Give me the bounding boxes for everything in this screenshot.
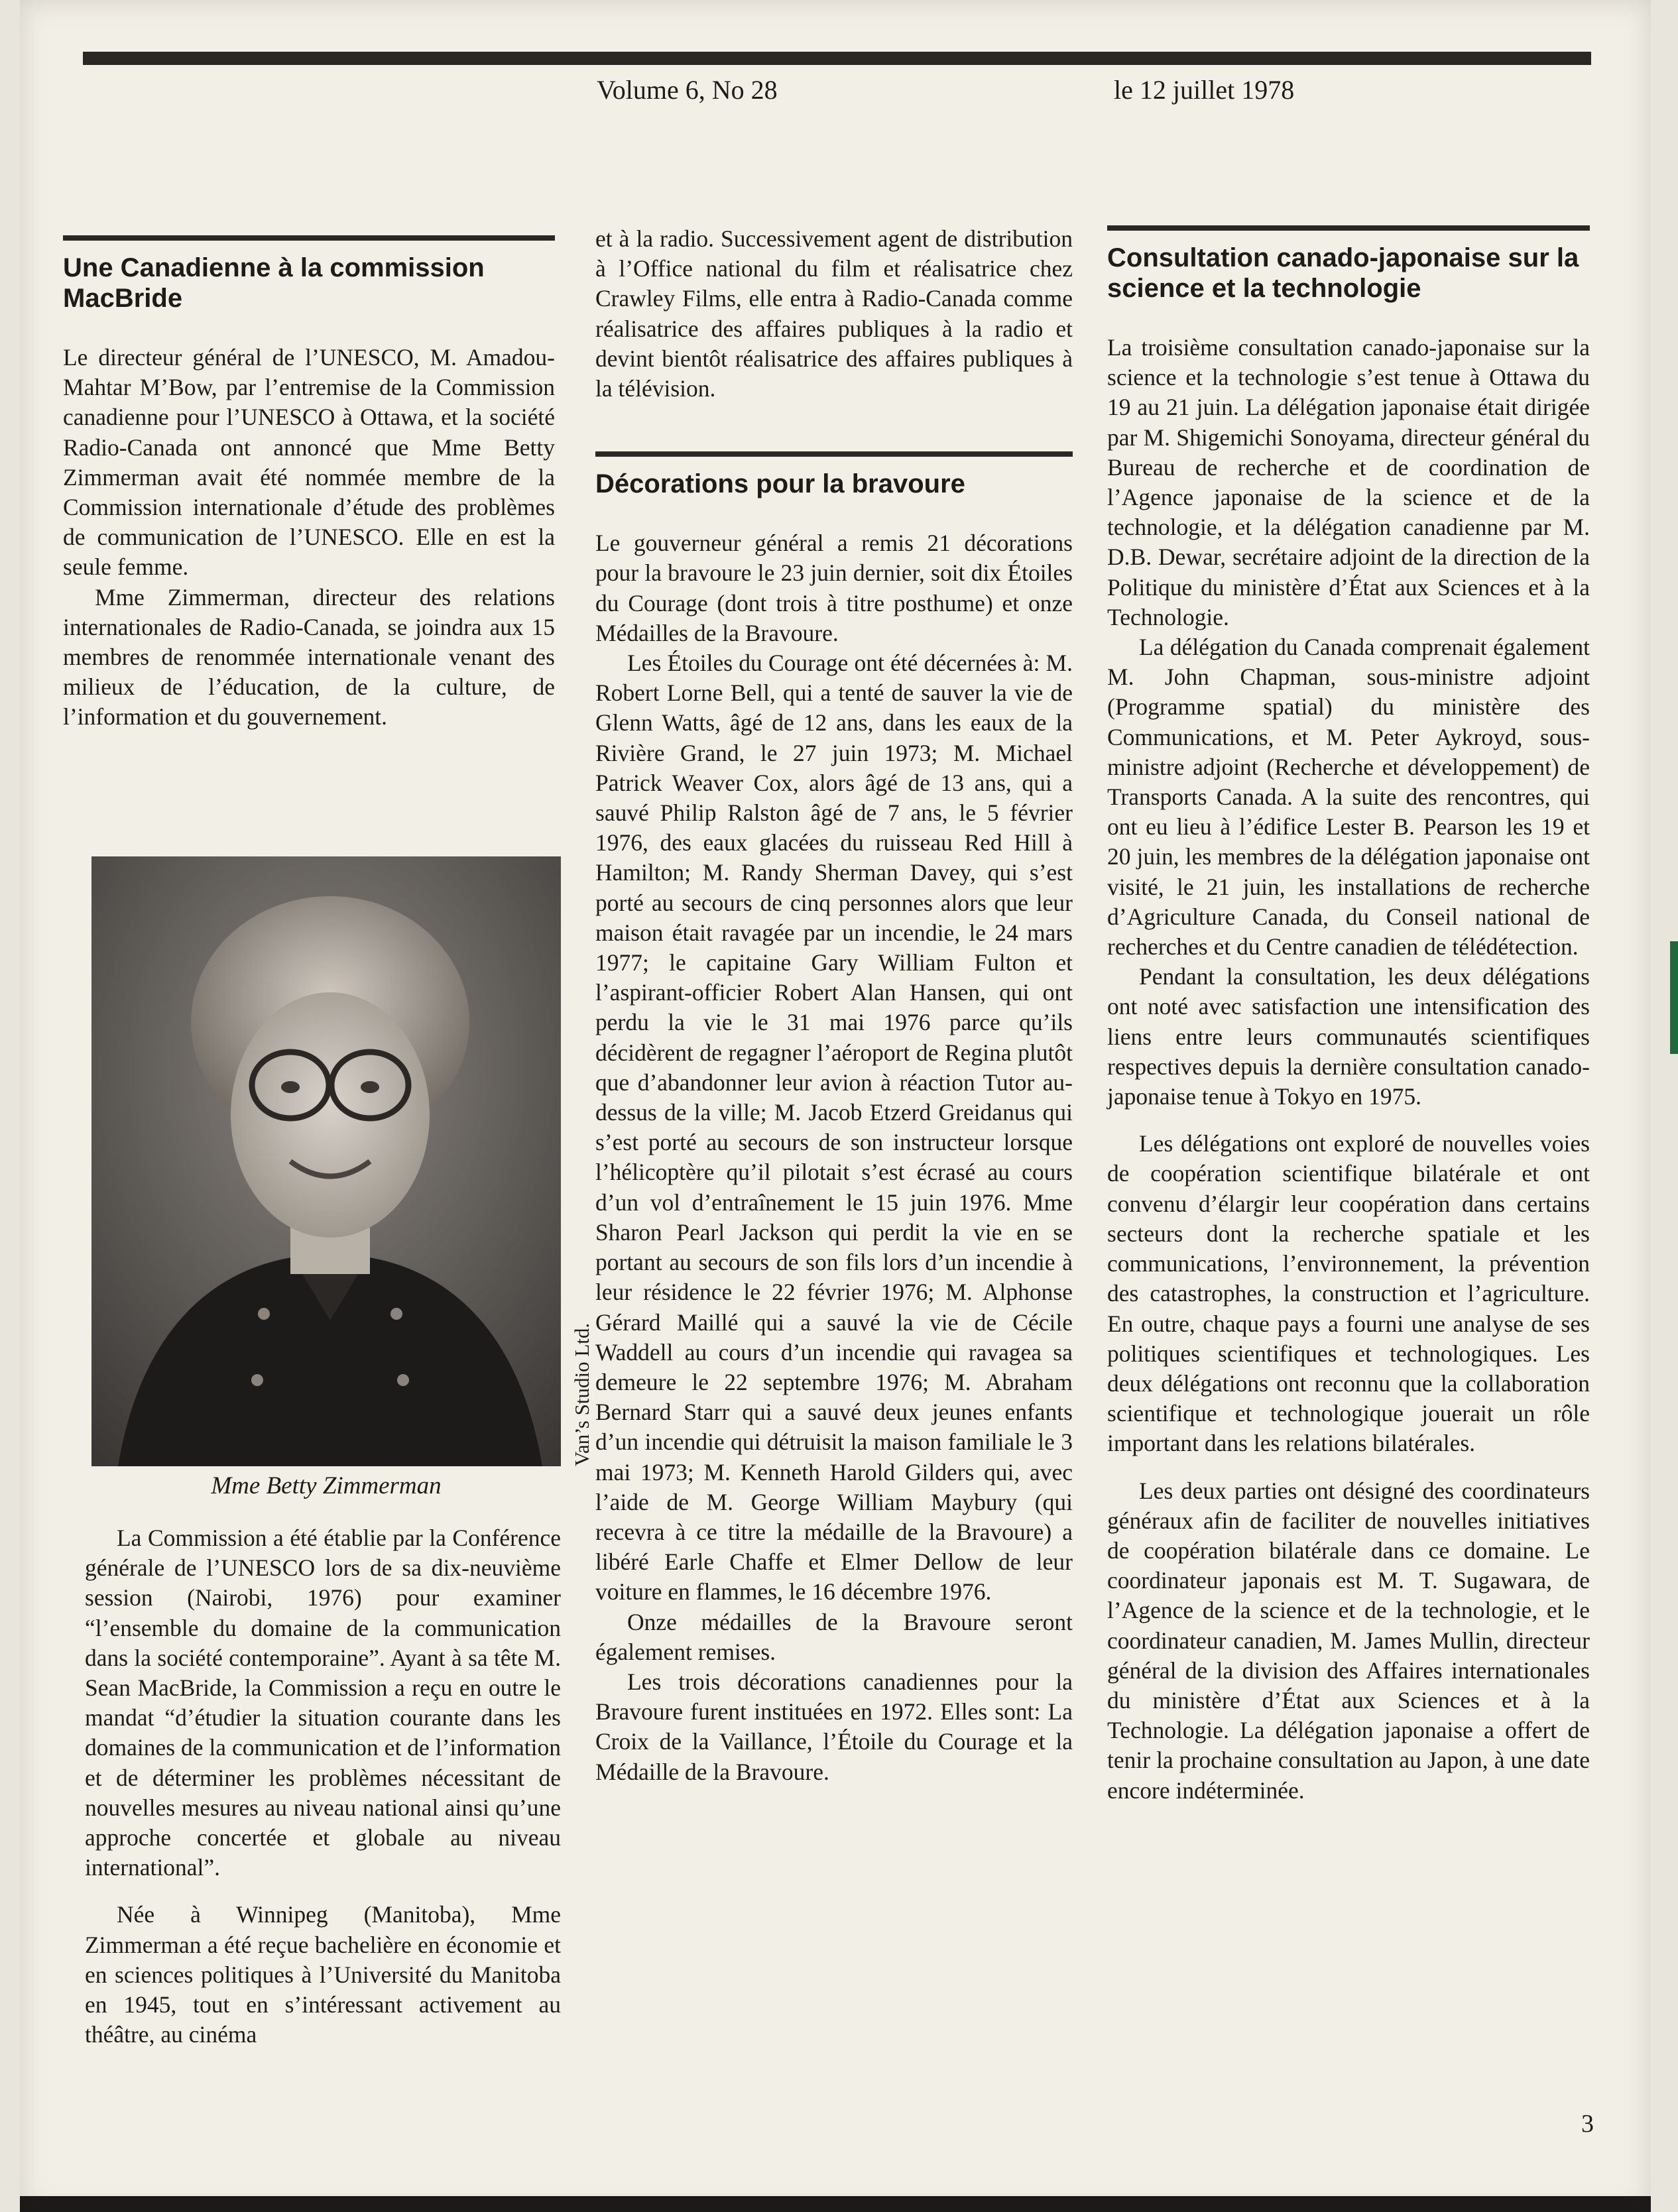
article-title: Une Canadienne à la commission MacBride: [63, 253, 485, 313]
article-canadienne-continued: [85, 1523, 561, 2050]
paragraph: La Commission a été établie par la Conférence générale de l’UNESCO lors de sa dix-neuvième session (Nairobi, 1976) pour examiner “l’ensemble du domaine de la communication dans la société contemporaine”. Ayant à sa tête M. Sean MacBride, la Commission a reçu en outre le mandat “d’étudier la situation courante dans les domaines de la communication et de l’information et de déterminer les problèmes nécessitant de nouvelles mesures au niveau national ainsi qu’une approche concertée et globale au niveau international”.: [85, 1525, 561, 1881]
article-canadienne-macbride: [63, 235, 555, 732]
paragraph: Mme Zimmerman, directeur des relations internationales de Radio-Canada, se joindra aux 15 membres de renommée internationale venant des milieux de l’éducation, de la culture, de l’information et du gouvernement.: [63, 583, 555, 730]
header-rule: [83, 52, 1591, 65]
paragraph: Les délégations ont exploré de nouvelles voies de coopération scientifique bilatérale et ont convenu d’élargir leur coopération dans certains secteurs dont la recherche spatiale et les communications, l’environnement, la prévention des catastrophes, la construction et l’agriculture. En outre, chaque pays a fourni une analyse de ses politiques scientifiques et technologiques. Les deux délégations ont reconnu que la collaboration scientifique et technologique jouerait un rôle important dans les relations bilatérales.: [1107, 1130, 1590, 1457]
issue-date: le 12 juillet 1978: [1114, 75, 1295, 105]
photo-caption: Mme Betty Zimmerman: [211, 1472, 442, 1499]
volume-number: Volume 6, No 28: [597, 75, 778, 105]
article-title: Consultation canado-japonaise sur la science et la technologie: [1107, 243, 1579, 303]
paragraph: Pendant la consultation, les deux délégations ont noté avec satisfaction une intensification des liens entre leurs communautés scientifiques respectives depuis la dernière consultation canado-japonaise tenue à Tokyo en 1975.: [1107, 963, 1590, 1110]
paragraph: Onze médailles de la Bravoure seront également remises.: [595, 1608, 1073, 1665]
column-middle: [595, 224, 1073, 1787]
portrait-photo: [91, 856, 561, 1466]
page-number: 3: [1581, 2110, 1594, 2138]
paragraph: Le gouverneur général a remis 21 décorations pour la bravoure le 23 juin dernier, soit dix Étoiles du Courage (dont trois à titre posthume) et onze Médailles de la Bravoure.: [595, 530, 1073, 646]
paragraph: Les deux parties ont désigné des coordinateurs généraux afin de faciliter de nouvelles initiatives de coopération bilatérale dans ce domaine. Le coordinateur japonais est M. T. Sugawara, de l’Agence de la science et de la technologie, et le coordinateur canadien, M. James Mullin, directeur général de la division des Affaires internationales du ministère d’État aux Sciences et à la Technologie. La délégation japonaise a offert de tenir la prochaine consultation au Japon, à une date encore indéterminée.: [1107, 1477, 1590, 1804]
paragraph: Le directeur général de l’UNESCO, M. Amadou-Mahtar M’Bow, par l’entremise de la Commission canadienne pour l’UNESCO à Ottawa, et la société Radio-Canada ont annoncé que Mme Betty Zimmerman avait été nommée membre de la Commission internationale d’étude des problèmes de communication de l’UNESCO. Elle en est la seule femme.: [63, 344, 555, 581]
article-title: Décorations pour la bravoure: [595, 469, 965, 499]
paragraph: Les Étoiles du Courage ont été décernées à: M. Robert Lorne Bell, qui a tenté de sauver la vie de Glenn Watts, âgé de 12 ans, dans les eaux de la Rivière Grand, le 27 juin 1973; M. Michael Patrick Weaver Cox, alors âgé de 13 ans, qui a sauvé Philip Ralston âgé de 7 ans, le 5 février 1976, des eaux glacées du ruisseau Red Hill à Hamilton; M. Randy Sherman Davey, qui s’est porté au secours de cinq personnes alors que leur maison était ravagée par un incendie, le 24 mars 1977; le capitaine Gary William Fulton et l’aspirant-officier Robert Alan Hansen, qui ont perdu la vie le 31 mai 1976 parce qu’ils décidèrent de regagner l’aéroport de Regina plutôt que d’abandonner leur avion à réaction Tutor au-dessus de la ville; M. Jacob Etzerd Greidanus qui s’est porté au secours de son instructeur lorsque l’hélicoptère qu’il pilotait s’est écrasé au cours d’un vol d’entraînement le 15 juin 1976. Mme Sharon Pearl Jackson qui perdit la vie en se portant au secours de son fils lors d’un incendie à leur résidence le 22 février 1976; M. Alphonse Gérard Maillé qui a sauvé la vie de Cécile Waddell au cours d’un incendie qui ravagea sa demeure le 22 septembre 1976; M. Abraham Bernard Starr qui a sauvé deux jeunes enfants d’un incendie qui détruisit la maison familiale le 3 mai 1973; M. Kenneth Harold Gilders qui, avec l’aide de M. George William Maybury (qui recevra à ce titre la médaille de la Bravoure) a libéré Earle Chaffe et Elmer Dellow de leur voiture en flammes, le 16 décembre 1976.: [595, 650, 1073, 1605]
paragraph: et à la radio. Successivement agent de distribution à l’Office national du film et réalisatrice chez Crawley Films, elle entra à Radio-Canada comme réalisatrice des affaires publiques à la radio et devint bientôt réalisatrice des affaires publiques à la télévision.: [595, 225, 1073, 402]
bottom-edge: [20, 2196, 1651, 2212]
paragraph: Née à Winnipeg (Manitoba), Mme Zimmerman a été reçue bachelière en économie et en sciences politiques à l’Université du Manitoba en 1945, tout en s’intéressant activement au théâtre, au cinéma: [85, 1901, 561, 2048]
green-tab-marker: [1670, 941, 1678, 1054]
article-rule: [595, 451, 1073, 457]
paragraph: La troisième consultation canado-japonaise sur la science et la technologie s’est tenue à Ottawa du 19 au 21 juin. La délégation japonaise était dirigée par M. Shigemichi Sonoyama, directeur général du Bureau de recherche et de coordination de l’Agence japonaise de la science et de la technologie, et la délégation canadienne par M. D.B. Dewar, secrétaire adjoint de la direction de la Politique du ministère d’État aux Sciences et à la Technologie.: [1107, 334, 1590, 630]
article-consultation-canado-japonaise: [1107, 225, 1590, 1806]
paragraph: Les trois décorations canadiennes pour la Bravoure furent instituées en 1972. Elles sont: La Croix de la Vaillance, l’Étoile du Courage et la Médaille de la Bravoure.: [595, 1668, 1073, 1785]
magazine-page: [20, 0, 1651, 2212]
paragraph: La délégation du Canada comprenait également M. John Chapman, sous-ministre adjoint (Programme spatial) du ministère des Communications, et M. Peter Aykroyd, sous-ministre adjoint (Recherche et développement) de Transports Canada. A la suite des rencontres, qui ont eu lieu à l’édifice Lester B. Pearson les 19 et 20 juin, les membres de la délégation japonaise ont visité, le 21 juin, les installations de recherche d’Agriculture Canada, du Conseil national de recherches et du Centre canadien de télédétection.: [1107, 634, 1590, 960]
article-rule: [63, 235, 555, 241]
article-rule: [1107, 225, 1590, 231]
photo-credit: Van’s Studio Ltd.: [570, 1322, 593, 1466]
